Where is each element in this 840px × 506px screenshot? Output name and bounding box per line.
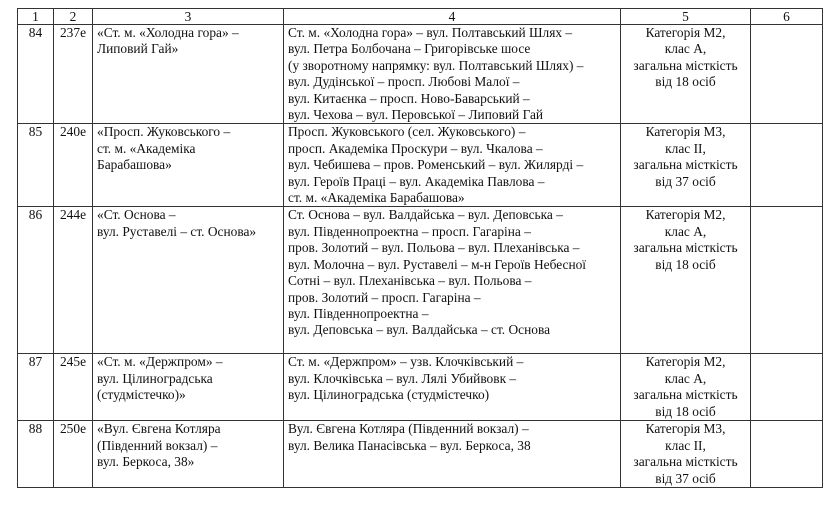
route-path-line: пров. Золотий – просп. Гагаріна – (288, 289, 481, 305)
table-row (18, 207, 823, 354)
route-path-line: вул. Південнопроектна – (288, 305, 429, 321)
route-name-line: «Ст. м. «Держпром» – (97, 354, 223, 370)
table-row (18, 421, 823, 488)
routes-table (17, 8, 823, 488)
row-number: 86 (18, 207, 54, 354)
vehicle-requirements (621, 354, 751, 421)
vehicle-requirements-line: Категорія М2, (645, 354, 726, 370)
route-path-line: вул. Чехова – вул. Перовської – Липовий Гай (288, 107, 544, 123)
route-path-line: вул. Клочківська – вул. Лялі Убийвовк – (288, 370, 517, 386)
vehicle-requirements-line: загальна місткість (633, 57, 738, 73)
vehicle-requirements-line: Категорія М3, (645, 124, 726, 140)
vehicle-requirements (621, 124, 751, 207)
route-name-line: (Південний вокзал) – (97, 437, 218, 453)
vehicle-requirements-line: Категорія М2, (645, 25, 726, 40)
route-name-line: «Вул. Євгена Котляра (97, 421, 221, 437)
route-name (93, 124, 284, 207)
header-row (18, 9, 823, 25)
vehicle-requirements-line: клас ІІ, (665, 437, 706, 453)
route-path-line: Ст. Основа – вул. Валдайська – вул. Деповська – (288, 207, 563, 223)
route-name-line: «Ст. м. «Холодна гора» – (97, 25, 239, 40)
route-path-line: пров. Золотий – вул. Польова – вул. Плеханівська – (288, 240, 580, 256)
route-path (284, 124, 621, 207)
route-name-line: вул. Цілиноградська (97, 370, 213, 386)
vehicle-requirements (621, 207, 751, 354)
route-path-line: Вул. Євгена Котляра (Південний вокзал) – (288, 421, 529, 437)
vehicle-requirements-line: клас ІІ, (665, 140, 706, 156)
vehicle-requirements-line: загальна місткість (633, 454, 738, 470)
route-name (93, 207, 284, 354)
vehicle-requirements-line: від 18 осіб (655, 256, 716, 272)
route-path-line: Сотні – вул. Плеханівська – вул. Польова – (288, 273, 532, 289)
route-path-line: вул. Петра Болбочана – Григорівське шосе (288, 41, 531, 57)
vehicle-requirements-line: Категорія М3, (645, 421, 726, 437)
row-number: 88 (18, 421, 54, 488)
route-path-line: вул. Китаєнка – просп. Ново-Баварський – (288, 90, 530, 106)
route-number: 237е (54, 25, 93, 124)
route-name (93, 354, 284, 421)
vehicle-requirements-line: від 37 осіб (655, 173, 716, 189)
table-row (18, 124, 823, 207)
route-name-line: «Просп. Жуковського – (97, 124, 231, 140)
route-path-line: вул. Південнопроектна – просп. Гагаріна – (288, 223, 531, 239)
route-path-line: вул. Цілиноградська (студмістечко) (288, 387, 490, 403)
vehicle-requirements-line: від 18 осіб (655, 403, 716, 419)
route-number: 245е (54, 354, 93, 421)
vehicle-requirements-line: загальна місткість (633, 157, 738, 173)
route-path-line: Просп. Жуковського (сел. Жуковського) – (288, 124, 526, 140)
vehicle-requirements-line: загальна місткість (633, 387, 738, 403)
route-path (284, 354, 621, 421)
route-path-line: вул. Велика Панасівська – вул. Беркоса, 38 (288, 437, 531, 453)
notes (751, 25, 823, 124)
notes (751, 421, 823, 488)
vehicle-requirements (621, 25, 751, 124)
route-name-line: Липовий Гай» (97, 41, 179, 57)
route-number: 244е (54, 207, 93, 354)
column-header: 1 (18, 9, 54, 25)
column-header: 5 (621, 9, 751, 25)
route-path-line: вул. Героїв Праці – вул. Академіка Павлова – (288, 173, 545, 189)
row-number: 84 (18, 25, 54, 124)
route-name-line: вул. Беркоса, 38» (97, 454, 195, 470)
route-path-line: Ст. м. «Холодна гора» – вул. Полтавський Шлях – (288, 25, 573, 40)
vehicle-requirements-line: Категорія М2, (645, 207, 726, 223)
column-header: 2 (54, 9, 93, 25)
route-path (284, 25, 621, 124)
table-row (18, 25, 823, 124)
route-path (284, 421, 621, 488)
vehicle-requirements-line: клас А, (664, 41, 707, 57)
route-path-line: ст. м. «Академіка Барабашова» (288, 190, 465, 206)
vehicle-requirements-line: від 18 осіб (655, 74, 716, 90)
row-number: 85 (18, 124, 54, 207)
row-number: 87 (18, 354, 54, 421)
column-header: 3 (93, 9, 284, 25)
route-path-line: вул. Молочна – вул. Руставелі – м-н Героїв Небесної (288, 256, 587, 272)
notes (751, 207, 823, 354)
route-path-line: вул. Деповська – вул. Валдайська – ст. Основа (288, 322, 551, 338)
vehicle-requirements-line: загальна місткість (633, 240, 738, 256)
vehicle-requirements-line: клас А, (664, 223, 707, 239)
route-name (93, 421, 284, 488)
route-path-line: (у зворотному напрямку: вул. Полтавський Шлях) – (288, 57, 584, 73)
route-path-line: вул. Дудінської – просп. Любові Малої – (288, 74, 520, 90)
vehicle-requirements-line: клас А, (664, 370, 707, 386)
route-number: 240е (54, 124, 93, 207)
route-name-line: Барабашова» (97, 157, 172, 173)
route-name-line: ст. м. «Академіка (97, 140, 196, 156)
route-path (284, 207, 621, 354)
route-path-line: просп. Академіка Проскури – вул. Чкалова – (288, 140, 543, 156)
route-path-line: Ст. м. «Держпром» – узв. Клочківський – (288, 354, 524, 370)
route-number: 250е (54, 421, 93, 488)
route-name-line: «Ст. Основа – (97, 207, 176, 223)
route-name (93, 25, 284, 124)
route-name-line: вул. Руставелі – ст. Основа» (97, 223, 257, 239)
notes (751, 354, 823, 421)
vehicle-requirements-line: від 37 осіб (655, 470, 716, 486)
table-row (18, 354, 823, 421)
column-header: 4 (284, 9, 621, 25)
route-path-line: вул. Чебишева – пров. Роменський – вул. Жилярді – (288, 157, 584, 173)
route-name-line: (студмістечко)» (97, 387, 186, 403)
vehicle-requirements (621, 421, 751, 488)
notes (751, 124, 823, 207)
column-header: 6 (751, 9, 823, 25)
